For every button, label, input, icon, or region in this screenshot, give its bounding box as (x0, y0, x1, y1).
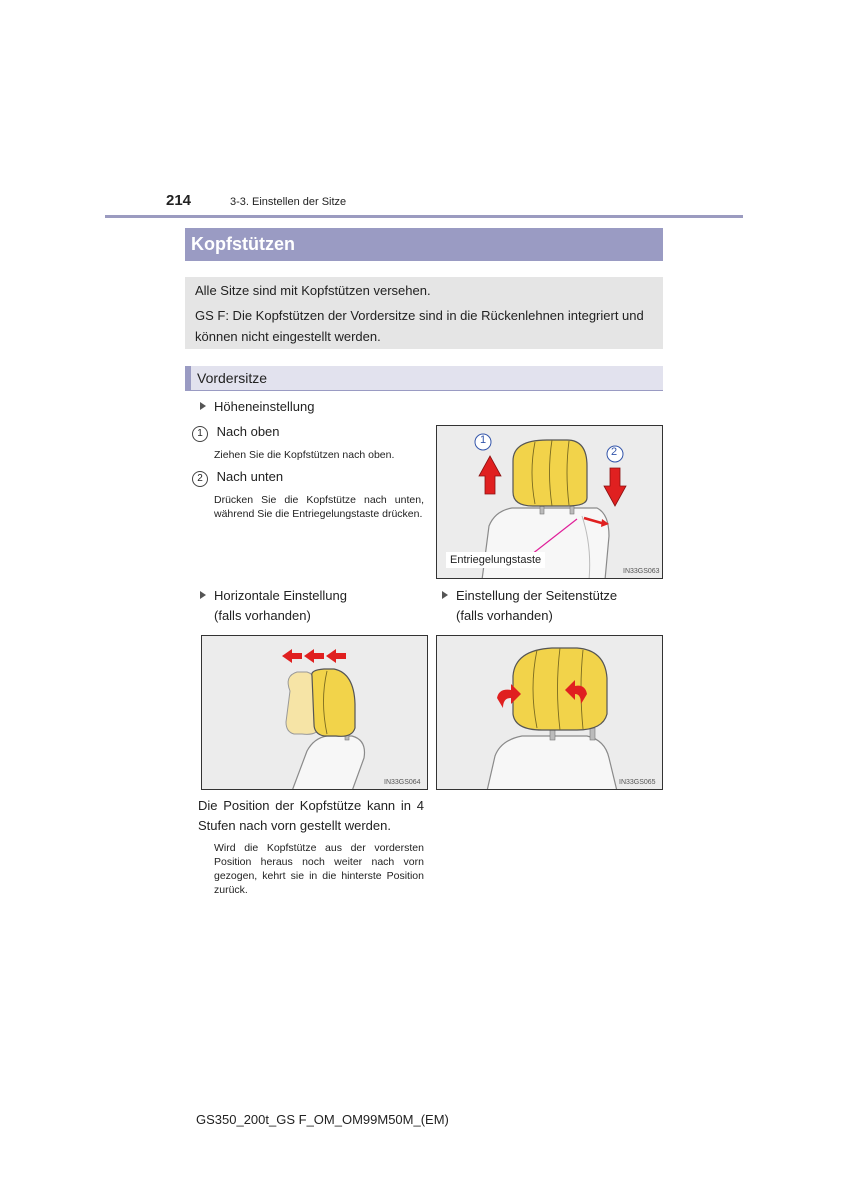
subsection-rule (185, 390, 663, 391)
side-support-label-1: Einstellung der Seitenstütze (456, 588, 618, 603)
subsection-title: Vordersitze (185, 366, 663, 390)
step-up (192, 422, 280, 442)
page-number: 214 (166, 192, 192, 209)
figure-side-support (436, 635, 663, 790)
number-1-icon: 1 (192, 426, 208, 442)
callout-2: 2 (611, 446, 618, 458)
figure-code: IN33GS063 (623, 568, 660, 575)
intro-line-1: Alle Sitze sind mit Kopfstützen versehen. (195, 283, 431, 298)
step-up-desc: Ziehen Sie die Kopfstützen nach oben. (214, 449, 395, 461)
section-title: Kopfstützen (185, 228, 663, 261)
step-down (192, 467, 283, 487)
horizontal-note: Wird die Kopfstütze aus der vordersten Position heraus noch weiter nach vorn gezogen, kehrt sie in die hinterste Position zurück. (214, 842, 424, 896)
step-down-label: Nach unten (216, 469, 284, 484)
horizontal-label-2: (falls vorhanden) (214, 608, 311, 623)
footer-code: GS350_200t_GS F_OM_OM99M50M_(EM) (196, 1112, 449, 1127)
bullet-label: Höheneinstellung (214, 399, 315, 414)
callout-1: 1 (480, 434, 487, 446)
bullet-side-support (442, 586, 662, 626)
side-support-label-2: (falls vorhanden) (456, 608, 553, 623)
horizontal-desc: Die Position der Kopfstütze kann in 4 Stufen nach vorn gestellt werden. (198, 798, 424, 833)
chapter-title: 3-3. Einstellen der Sitze (230, 196, 347, 208)
figure-height-adjust (436, 425, 663, 579)
bullet-triangle-icon (200, 402, 206, 410)
headrest-forward-illustration (202, 636, 428, 790)
bullet-triangle-icon (442, 591, 448, 599)
intro-box (185, 277, 663, 349)
figure-horizontal-adjust (201, 635, 428, 790)
header-rule (105, 215, 743, 218)
bullet-triangle-icon (200, 591, 206, 599)
horizontal-label-1: Horizontale Einstellung (214, 588, 347, 603)
release-button-label: Entriegelungstaste (446, 552, 545, 568)
figure-code: IN33GS065 (619, 779, 656, 786)
step-up-label: Nach oben (216, 424, 280, 439)
number-2-icon: 2 (192, 471, 208, 487)
step-down-desc: Drücken Sie die Kopfstütze nach unten, während Sie die Entriegelungstaste drücken. (214, 494, 424, 520)
headrest-side-support-illustration (437, 636, 663, 790)
figure-code: IN33GS064 (384, 779, 421, 786)
intro-line-2: GS F: Die Kopfstützen der Vordersitze sind in die Rückenlehnen integriert und können nicht eingestellt werden. (195, 308, 644, 344)
bullet-horizontal (200, 586, 420, 626)
bullet-height-adjust (200, 397, 314, 417)
